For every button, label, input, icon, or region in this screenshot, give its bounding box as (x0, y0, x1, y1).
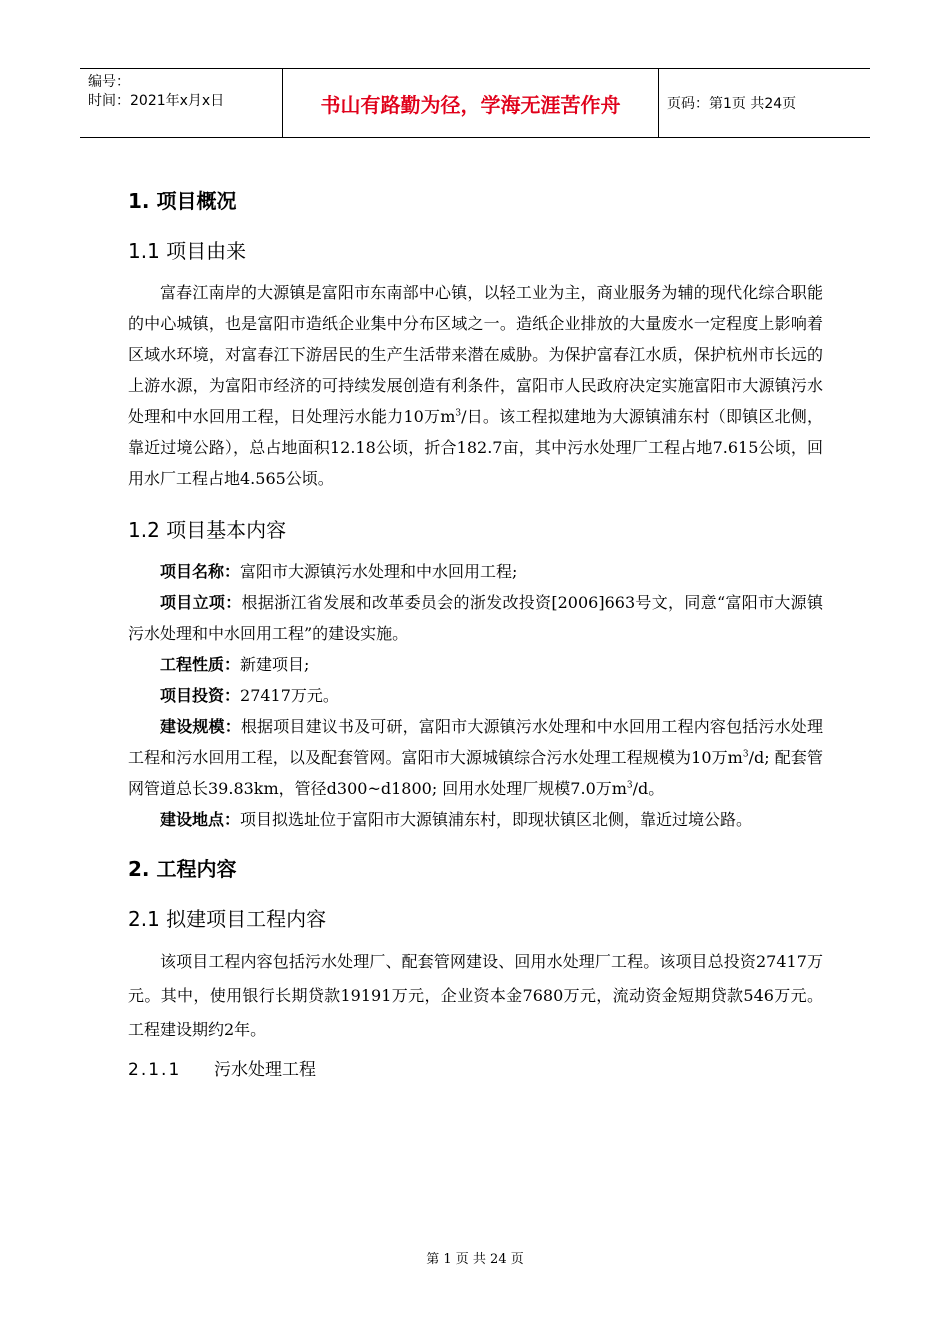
item-construction-scale (128, 711, 823, 804)
field-label: 工程性质： (160, 655, 241, 674)
field-value: 根据浙江省发展和改革委员会的浙发改投资[2006]663号文，同意“富阳市大源镇污水处理和中水回用工程”的建设实施。 (128, 593, 823, 643)
field-label: 建设规模： (160, 717, 241, 736)
field-label: 建设地点： (160, 810, 241, 829)
superscript: 3 (742, 749, 749, 760)
field-label: 项目名称： (160, 562, 241, 581)
field-value: 富阳市大源镇污水处理和中水回用工程; (240, 562, 518, 581)
superscript: 3 (455, 408, 462, 419)
header-motto: 书山有路勤为径，学海无涯苦作舟 (283, 69, 659, 137)
section-2-title: 2. 工程内容 (128, 857, 237, 881)
section-1-1-paragraph (128, 277, 823, 494)
document-time-label: 时间：2021年x月x日 (88, 93, 225, 109)
page-footer: 第 1 页 共 24 页 (426, 1252, 524, 1267)
section-2-1-title: 2.1 拟建项目工程内容 (128, 907, 327, 931)
field-label: 项目投资： (160, 686, 241, 705)
section-title-text: 污水处理工程 (214, 1060, 316, 1080)
paragraph-text: 富春江南岸的大源镇是富阳市东南部中心镇，以轻工业为主，商业服务为辅的现代化综合职能的中心城镇，也是富阳市造纸企业集中分布区域之一。造纸企业排放的大量废水一定程度上影响着区域水环境，对富春江下游居民的生产生活带来潜在威胁。为保护富春江水质，保护杭州市长远的上游水源，为富阳市经济的可持续发展创造有利条件，富阳市人民政府决定实施富阳市大源镇污水处理和中水回用工程，日处理污水能力10万m (128, 283, 823, 426)
field-value: 根据项目建议书及可研，富阳市大源镇污水处理和中水回用工程内容包括污水处理工程和污水回用工程，以及配套管网。富阳市大源城镇综合污水处理工程规模为10万m (128, 717, 823, 767)
header-page-label: 页码：第1页 共24页 (667, 96, 797, 112)
item-project-nature (128, 649, 823, 680)
item-project-name (128, 556, 823, 587)
section-number: 2.1.1 (128, 1060, 182, 1080)
field-value-2: /d; 配套管网管道总长39.83km，管径d300~d1800; 回用水处理厂规模7.0万m (128, 748, 823, 798)
paragraph-text-tail: /日。该工程拟建地为大源镇浦东村（即镇区北侧，靠近过境公路），总占地面积12.18公顷，折合182.7亩，其中污水处理厂工程占地7.615公顷，回用水厂工程占地4.565公顷。 (128, 407, 823, 488)
section-1-1-title: 1.1 项目由来 (128, 239, 247, 263)
field-value: 新建项目; (240, 655, 310, 674)
header-meta-cell (80, 69, 283, 137)
item-construction-site (128, 804, 823, 835)
section-1-2-title: 1.2 项目基本内容 (128, 518, 287, 542)
section-2-1-1-title (128, 1055, 823, 1085)
section-2-1-paragraph: 该项目工程内容包括污水处理厂、配套管网建设、回用水处理厂工程。该项目总投资27417万元。其中，使用银行长期贷款19191万元，企业资本金7680万元，流动资金短期贷款546万元。工程建设期约2年。 (128, 952, 823, 1039)
item-project-investment (128, 680, 823, 711)
field-value-3: /d。 (632, 779, 665, 798)
item-project-approval (128, 587, 823, 649)
document-number-label: 编号： (88, 74, 130, 90)
section-1-title: 1. 项目概况 (128, 189, 237, 213)
field-label: 项目立项： (160, 593, 242, 612)
field-value: 项目拟选址位于富阳市大源镇浦东村，即现状镇区北侧，靠近过境公路。 (240, 810, 753, 829)
header-table (80, 68, 870, 138)
superscript: 3 (626, 780, 633, 791)
document-body (128, 185, 823, 1085)
field-value: 27417万元。 (240, 686, 339, 705)
